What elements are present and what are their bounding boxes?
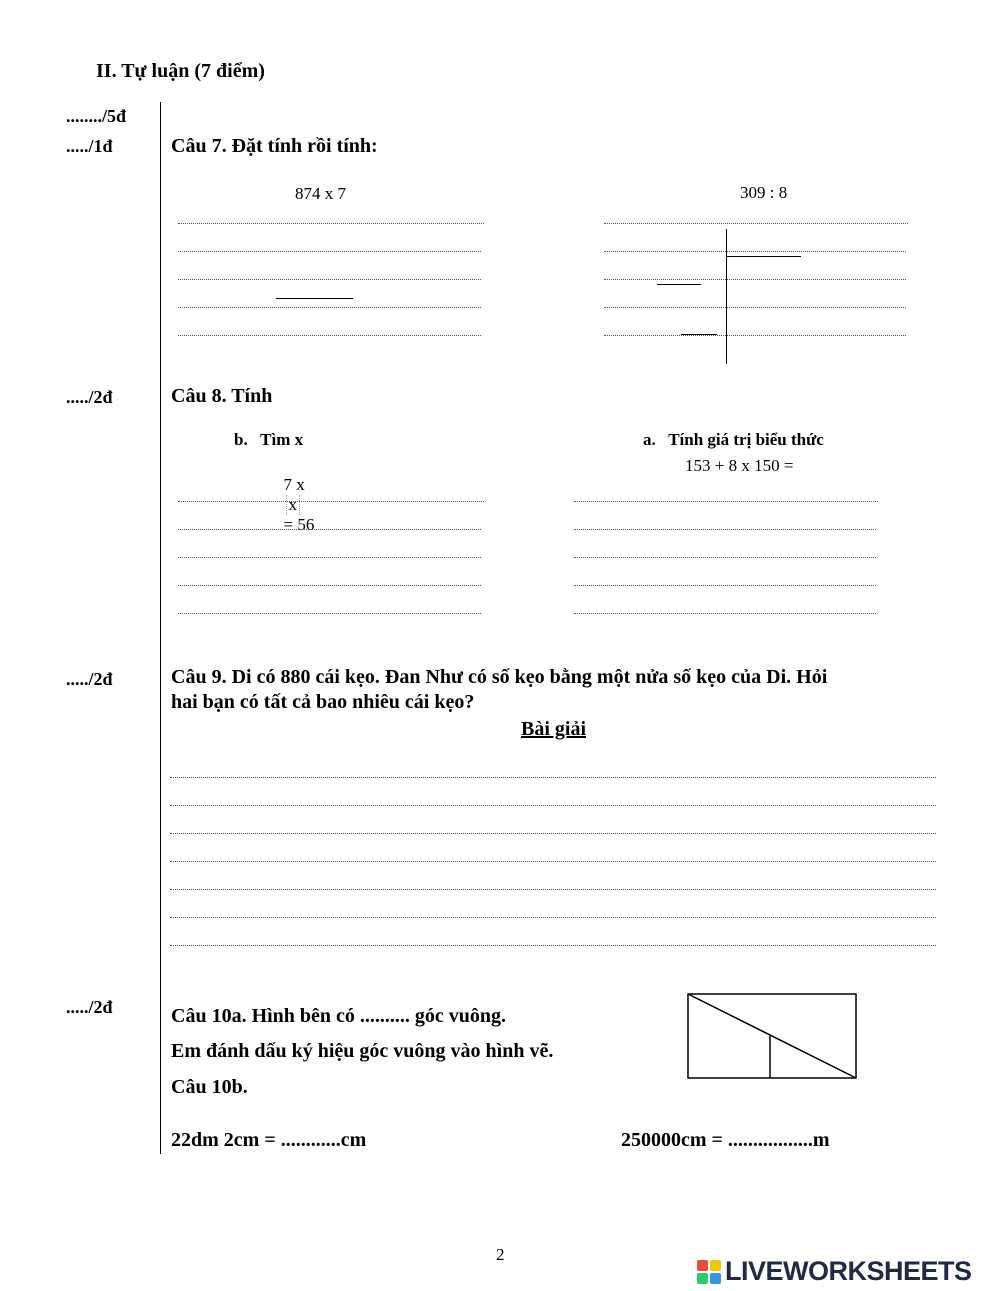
q9-score: ...../2đ	[66, 669, 113, 689]
q8-score: ...../2đ	[66, 387, 113, 407]
margin-line	[160, 102, 161, 1154]
score-total: ......../5đ	[66, 106, 127, 126]
q8-a-expression: 153 + 8 x 150 =	[685, 456, 794, 475]
rectangle-figure[interactable]	[686, 992, 858, 1080]
q8-title: Câu 8. Tính	[171, 385, 273, 407]
q9-question-line2: hai bạn có tất cả bao nhiêu cái kẹo?	[171, 691, 475, 713]
q8-b-label: b. Tìm x	[234, 430, 304, 449]
q7-right-expression: 309 : 8	[740, 183, 788, 202]
q8-b-expr-prefix: 7 x	[283, 475, 305, 494]
q10b-conversion-left: 22dm 2cm = ............cm	[171, 1129, 367, 1151]
brand-logo[interactable]	[697, 1256, 972, 1287]
brand-square-yellow	[710, 1260, 721, 1271]
q7-title: Câu 7. Đặt tính rồi tính:	[171, 135, 378, 157]
q7-left-expression: 874 x 7	[295, 184, 346, 203]
q9-question-line1: Câu 9. Di có 880 cái kẹo. Đan Như có số kẹo bằng một nửa số kẹo của Di. Hỏi	[171, 666, 828, 688]
q10-score: ...../2đ	[66, 997, 113, 1017]
q8-b-variable: x	[286, 495, 301, 515]
q10a-instruction: Em đánh dấu ký hiệu góc vuông vào hình vẽ.	[171, 1040, 554, 1062]
brand-square-green	[697, 1273, 708, 1284]
q7-score: ...../1đ	[66, 136, 113, 156]
q9-solution-label: Bài giải	[521, 718, 587, 740]
section-title: II. Tự luận (7 điểm)	[96, 60, 265, 82]
brand-name: LIVEWORKSHEETS	[725, 1256, 972, 1286]
brand-grid-icon	[697, 1260, 721, 1284]
q10b-conversion-right: 250000cm = .................m	[621, 1129, 830, 1151]
q8-a-label: a. Tính giá trị biểu thức	[643, 430, 824, 449]
q10a-question: Câu 10a. Hình bên có .......... góc vuông.	[171, 1005, 507, 1027]
brand-square-red	[697, 1260, 708, 1271]
brand-square-blue	[710, 1273, 721, 1284]
q8-b-expr-suffix: = 56	[283, 515, 315, 534]
page-number: 2	[496, 1245, 505, 1264]
q10b-title: Câu 10b.	[171, 1076, 248, 1098]
q8-b-expression	[275, 455, 314, 535]
